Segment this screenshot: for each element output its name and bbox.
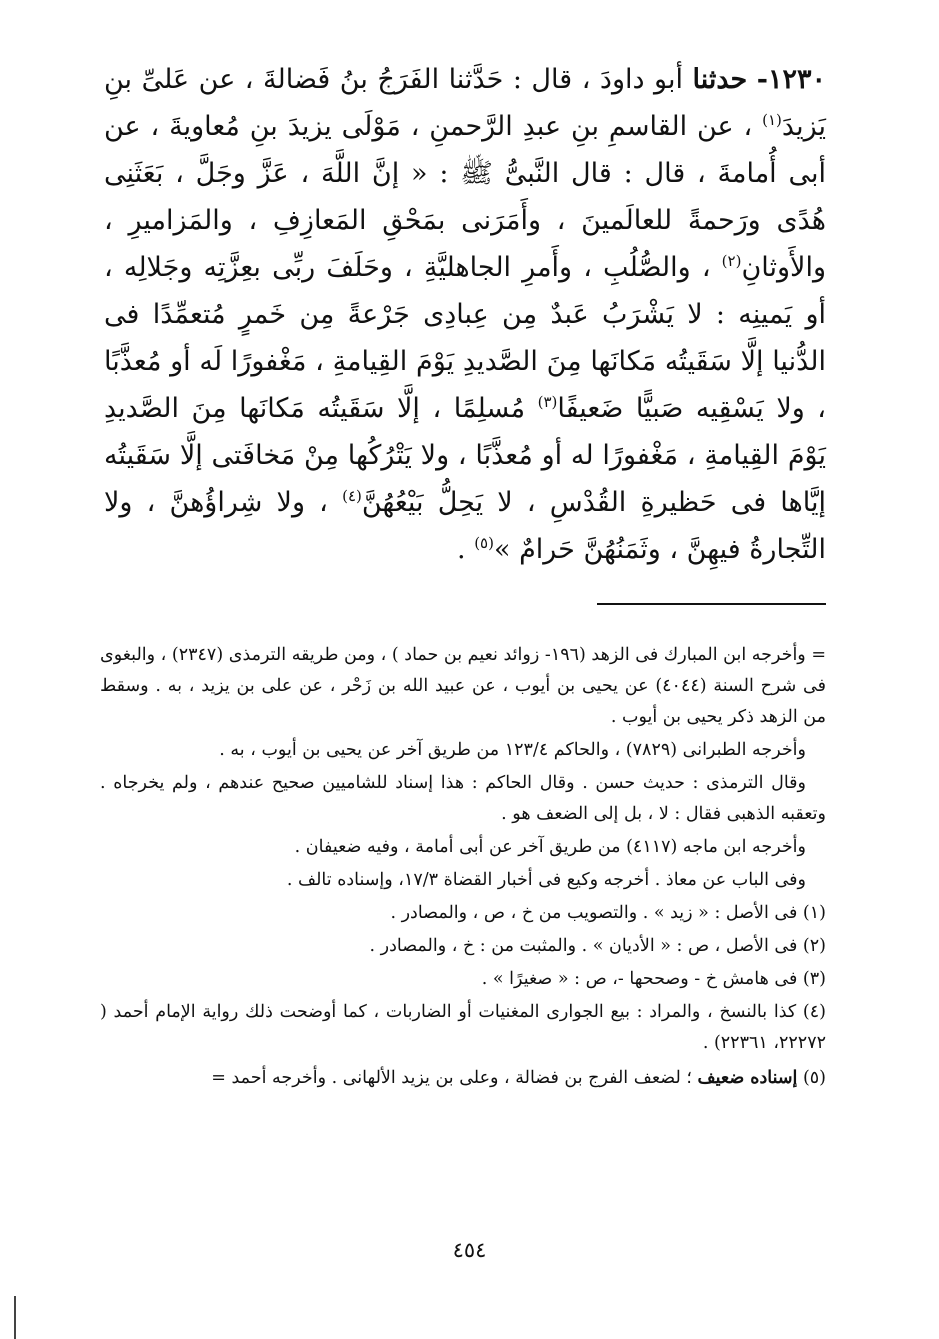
hadith-text-part: ، والصُّلُبِ ، وأَمرِ الجاهليَّةِ ، وحَلَفَ ربِّى بعِزَّتِه وجَلالِه ، أو يَمينِه : لا يَشْرَبُ عَبدٌ مِن عِبادِى جَرْعةً مِن خَمرٍ مُتعمِّدًا فى الدُّنيا إلَّا سَقَيتُه مَكانَها مِنَ الصَّديدِ يَوْمَ القِيامةِ ، مَغْفورًا لَه أو مُعذَّبًا ، ولا يَسْقِيه صَبيًّا ضَعيفًا xyxy=(104,252,827,424)
footnote-paragraph: وفى الباب عن معاذ . أخرجه وكيع فى أخبار القضاة ١٧/٣، وإسناده تالف . xyxy=(286,870,806,890)
footnote-paragraph: وأخرجه الطبرانى (٧٨٢٩) ، والحاكم ١٢٣/٤ من طريق آخر عن يحيى بن أيوب ، به . xyxy=(219,740,806,760)
hadith-text-part: ، عن القاسمِ بنِ عبدِ الرَّحمنِ ، مَوْلَى يزيدَ بنِ مُعاويةَ ، عن أبى أُمامةَ ، قال : قال النَّبىُّ ﷺ : « إنَّ اللَّهَ ، عَزَّ وجَلَّ ، بَعَثَنِى هُدًى ورَحمةً للعالَمينَ ، وأَمَرَنى بمَحْقِ المَعازِفِ ، والمَزاميرِ ، والأَوثانِ xyxy=(104,111,826,283)
footnote-5-verdict: إسناده ضعيف xyxy=(697,1068,798,1088)
footnote-marker-4: (٤) xyxy=(342,487,362,505)
footnote-continuation: = وأخرجه ابن المبارك فى الزهد (١٩٦- زوائد نعيم بن حماد ) ، ومن طريقه الترمذى (٢٣٤٧) ، والبغوى فى شرح السنة (٤٠٤٤) عن يحيى بن أيوب ، عن عبيد الله بن زَحْر ، عن على بن يزيد ، به . وسقط من الزهد ذكر يحيى بن أيوب . xyxy=(100,645,826,727)
scan-edge-mark xyxy=(14,1296,16,1339)
hadith-lead-word: حدثنا xyxy=(692,64,748,95)
hadith-number: ١٢٣٠- xyxy=(756,64,826,95)
page-number: ٤٥٤ xyxy=(452,1238,487,1262)
footnote-marker-5: (٥) xyxy=(474,534,494,552)
footnote-3: (٣) فى هامش خ - وصححها -، ص : « صغيرًا » . xyxy=(481,969,826,989)
footnote-2: (٢) فى الأصل ، ص : « الأديان » . والمثبت من : خ ، والمصادر . xyxy=(369,936,826,956)
hadith-text-part: أبو داودَ ، قال : حَدَّثنا الفَرَجُ بنُ فَضالةَ ، عن عَلىِّ بنِ يَزيدَ xyxy=(104,64,826,142)
footnotes-section xyxy=(100,640,826,1096)
footnote-5-label: (٥) xyxy=(797,1068,826,1088)
footnote-separator xyxy=(597,603,826,605)
footnote-paragraph: وأخرجه ابن ماجه (٤١١٧) من طريق آخر عن أبى أمامة ، وفيه ضعيفان . xyxy=(294,837,806,857)
hadith-text-part: ، ولا شِراؤُهنَّ ، ولا التِّجارةُ فيهِنَّ ، وثَمَنُهُنَّ حَرامٌ » xyxy=(104,487,826,565)
footnote-1: (١) فى الأصل : « زيد » . والتصويب من خ ، ص ، والمصادر . xyxy=(390,903,826,923)
footnote-5 xyxy=(100,1063,826,1094)
footnote-4: (٤) كذا بالنسخ ، والمراد : بيع الجوارى المغنيات أو الضاربات ، كما أوضحت ذلك رواية الإمام أحمد ( ٢٢٢٧٢، ٢٢٣٦١) . xyxy=(100,1002,826,1053)
footnote-marker-3: (٣) xyxy=(537,393,558,411)
hadith-text-part: . xyxy=(457,534,475,565)
hadith-text-part: مُسلِمًا ، إلَّا سَقَيتُه مَكانَها مِنَ الصَّديدِ يَوْمَ القِيامةِ ، مَغْفورًا له أو مُعذَّبًا ، ولا يَتْرُكُها مِنْ مَخافَتى إلَّا سَقَيتُه إيَّاها فى حَظيرةِ القُدْسِ ، لا يَحِلُّ بَيْعُهُنَّ xyxy=(104,393,826,518)
hadith-text xyxy=(104,56,826,573)
footnote-paragraph: وقال الترمذى : حديث حسن . وقال الحاكم : هذا إسناد للشاميين صحيح عندهم ، ولم يخرجاه . وتعقبه الذهبى فقال : لا ، بل إلى الضعف هو . xyxy=(100,773,826,824)
footnote-marker-1: (١) xyxy=(762,111,782,129)
footnote-marker-2: (٢) xyxy=(721,252,742,270)
footnote-5-text: ؛ لضعف الفرج بن فضالة ، وعلى بن يزيد الألهانى . وأخرجه أحمد = xyxy=(211,1068,698,1088)
